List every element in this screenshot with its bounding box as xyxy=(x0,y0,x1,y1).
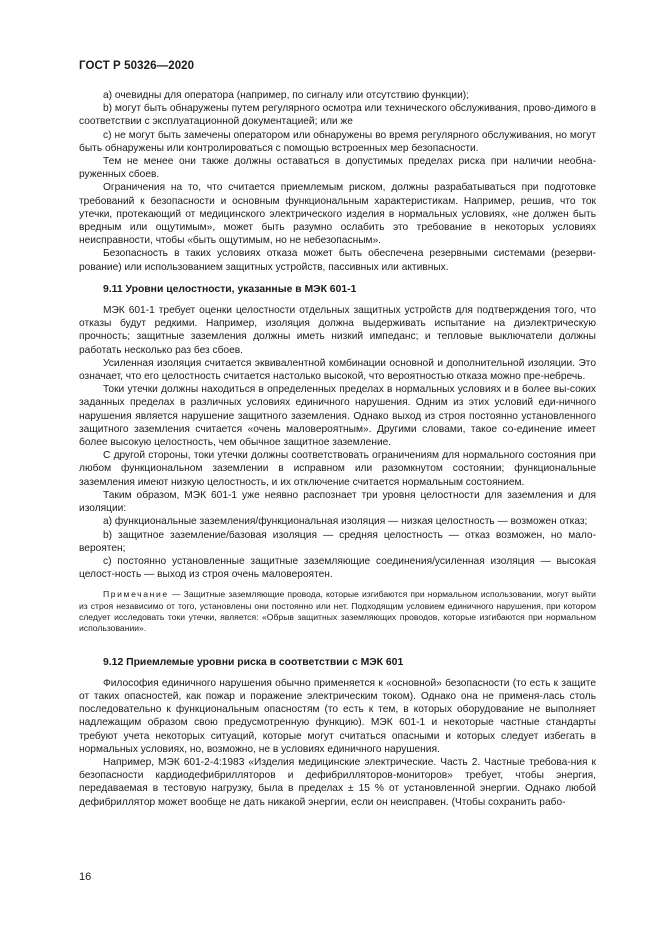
note xyxy=(79,589,596,634)
section-heading-9-11: 9.11 Уровни целостности, указанные в МЭК 601-1 xyxy=(103,283,357,295)
page-number: 16 xyxy=(79,871,92,883)
paragraph: Усиленная изоляция считается эквивалентной комбинации основной и дополнительной изоляции. Это означает, что его целостность считается настолько высокой, что вероятностью отказа можно пре-небречь. xyxy=(79,357,596,383)
paragraph: С другой стороны, токи утечки должны соответствовать ограничениям для нормального состояния при любом функциональном заземлении в исправном или разомкнутом состоянии; функциональные заземления имеют низкую целостность, и их отключение считается нормальным состоянием. xyxy=(79,450,596,488)
list-item-a: а) очевидны для оператора (например, по сигналу или отсутствию функции); xyxy=(103,90,470,101)
paragraph: Токи утечки должны находиться в определенных пределах в нормальных условиях и в более вы-соких заданных пределах в различных условиях единичного нарушения. Одним из этих условий еди-ничного нарушения является нарушение защитного заземления. Однако выход из строя постоянно установленного защитного заземления считается «очень маловероятным». Другими словами, такое со-единение имеет более высокую целостность, чем обычное защитное заземление. xyxy=(79,384,596,449)
list-item-a: а) функциональные заземления/функциональная изоляция — низкая целостность — возможен отказ; xyxy=(103,516,588,528)
paragraph: Безопасность в таких условиях отказа может быть обеспечена резервными системами (резерви-рование) или использованием защитных устройств, пассивных или активных. xyxy=(79,248,596,273)
list-item-c: с) не могут быть замечены оператором или обнаружены во время регулярного обслуживания, но могут быть обнаружены или контролироваться с помощью встроенных мер безопасности. xyxy=(79,129,596,154)
paragraph: Таким образом, МЭК 601-1 уже неявно распознает три уровня целостности для заземления и для изоляции: xyxy=(79,489,596,515)
note-label: Примечание xyxy=(103,589,169,600)
paragraph: Ограничения на то, что считается приемлемым риском, должны разрабатываться при подготовке требований к безопасности и основным функциональным характеристикам. Например, решив, что ток утечки, протекающий от медицинского электрического изделия в нормальных условиях, «не должен быть вредным или ощутимым», может быть разумно ослабить это требование в некоторых условиях неисправности, чтобы «быть ощутимым, но не небезопасным». xyxy=(79,182,596,247)
list-item-c: с) постоянно установленные защитные заземляющие соединения/усиленная изоляция — высокая целост-ность — выход из строя очень маловероятен. xyxy=(79,555,596,581)
paragraph: Например, МЭК 601-2-4:1983 «Изделия медицинские электрические. Часть 2. Частные требова-ния к безопасности кардиодефибрилляторов и дефибрилляторов-мониторов» требует, чтобы энергия, передаваемая в тестовую нагрузку, была в пределах ± 15 % от установленной энергии. Однако любой дефибриллятор может вообще не дать никакой энергии, если он неисправен. (Чтобы сохранить рабо- xyxy=(79,756,596,808)
paragraph: МЭК 601-1 требует оценки целостности отдельных защитных устройств для подтверждения того, что отказы будут редкими. Например, изоляция должна выдерживать испытание на диэлектрическую прочность; защитные заземления должны иметь низкий импеданс; и тепловые выключатели должны работать несколько раз без сбоев. xyxy=(79,305,596,356)
standard-header: ГОСТ Р 50326—2020 xyxy=(79,60,195,72)
paragraph: Тем не менее они также должны оставаться в допустимых пределах риска при наличии необна-руженных сбоев. xyxy=(79,156,596,181)
page-content xyxy=(79,89,596,809)
note-text: — Защитные заземляющие провода, которые изгибаются при нормальном использовании, могут выйти из строя независимо от того, установлены они постоянно или нет. Подходящим условием единичного нарушения, при котором следует исследовать токи утечки, является: «Обрыв защитных заземляющих проводов, которые изгибаются при нормальном использовании». xyxy=(79,589,596,634)
list-item-b: b) могут быть обнаружены путем регулярного осмотра или технического обслуживания, прово-димого в соответствии с эксплуатационной документацией; или же xyxy=(79,103,597,128)
list-item-b: b) защитное заземление/базовая изоляция — средняя целостность — отказ возможен, но мало-вероятен; xyxy=(79,529,596,554)
paragraph: Философия единичного нарушения обычно применяется к «основной» безопасности (то есть к защите от таких опасностей, как пожар и поражение электрическим током). Однако она не применя-лась столь последовательно к функциональным опасностям (то есть к тем, в которых оборудование не выполняет надлежащим образом свою предусмотренную функцию). МЭК 601-1 и некоторые частные стандарты требуют учета некоторых ситуаций, которые могут считаться опасными и которых следует избегать в нормальных условиях, но, возможно, не в условиях единичного нарушения. xyxy=(79,677,596,755)
section-heading-9-12: 9.12 Приемлемые уровни риска в соответствии с МЭК 601 xyxy=(103,656,404,668)
